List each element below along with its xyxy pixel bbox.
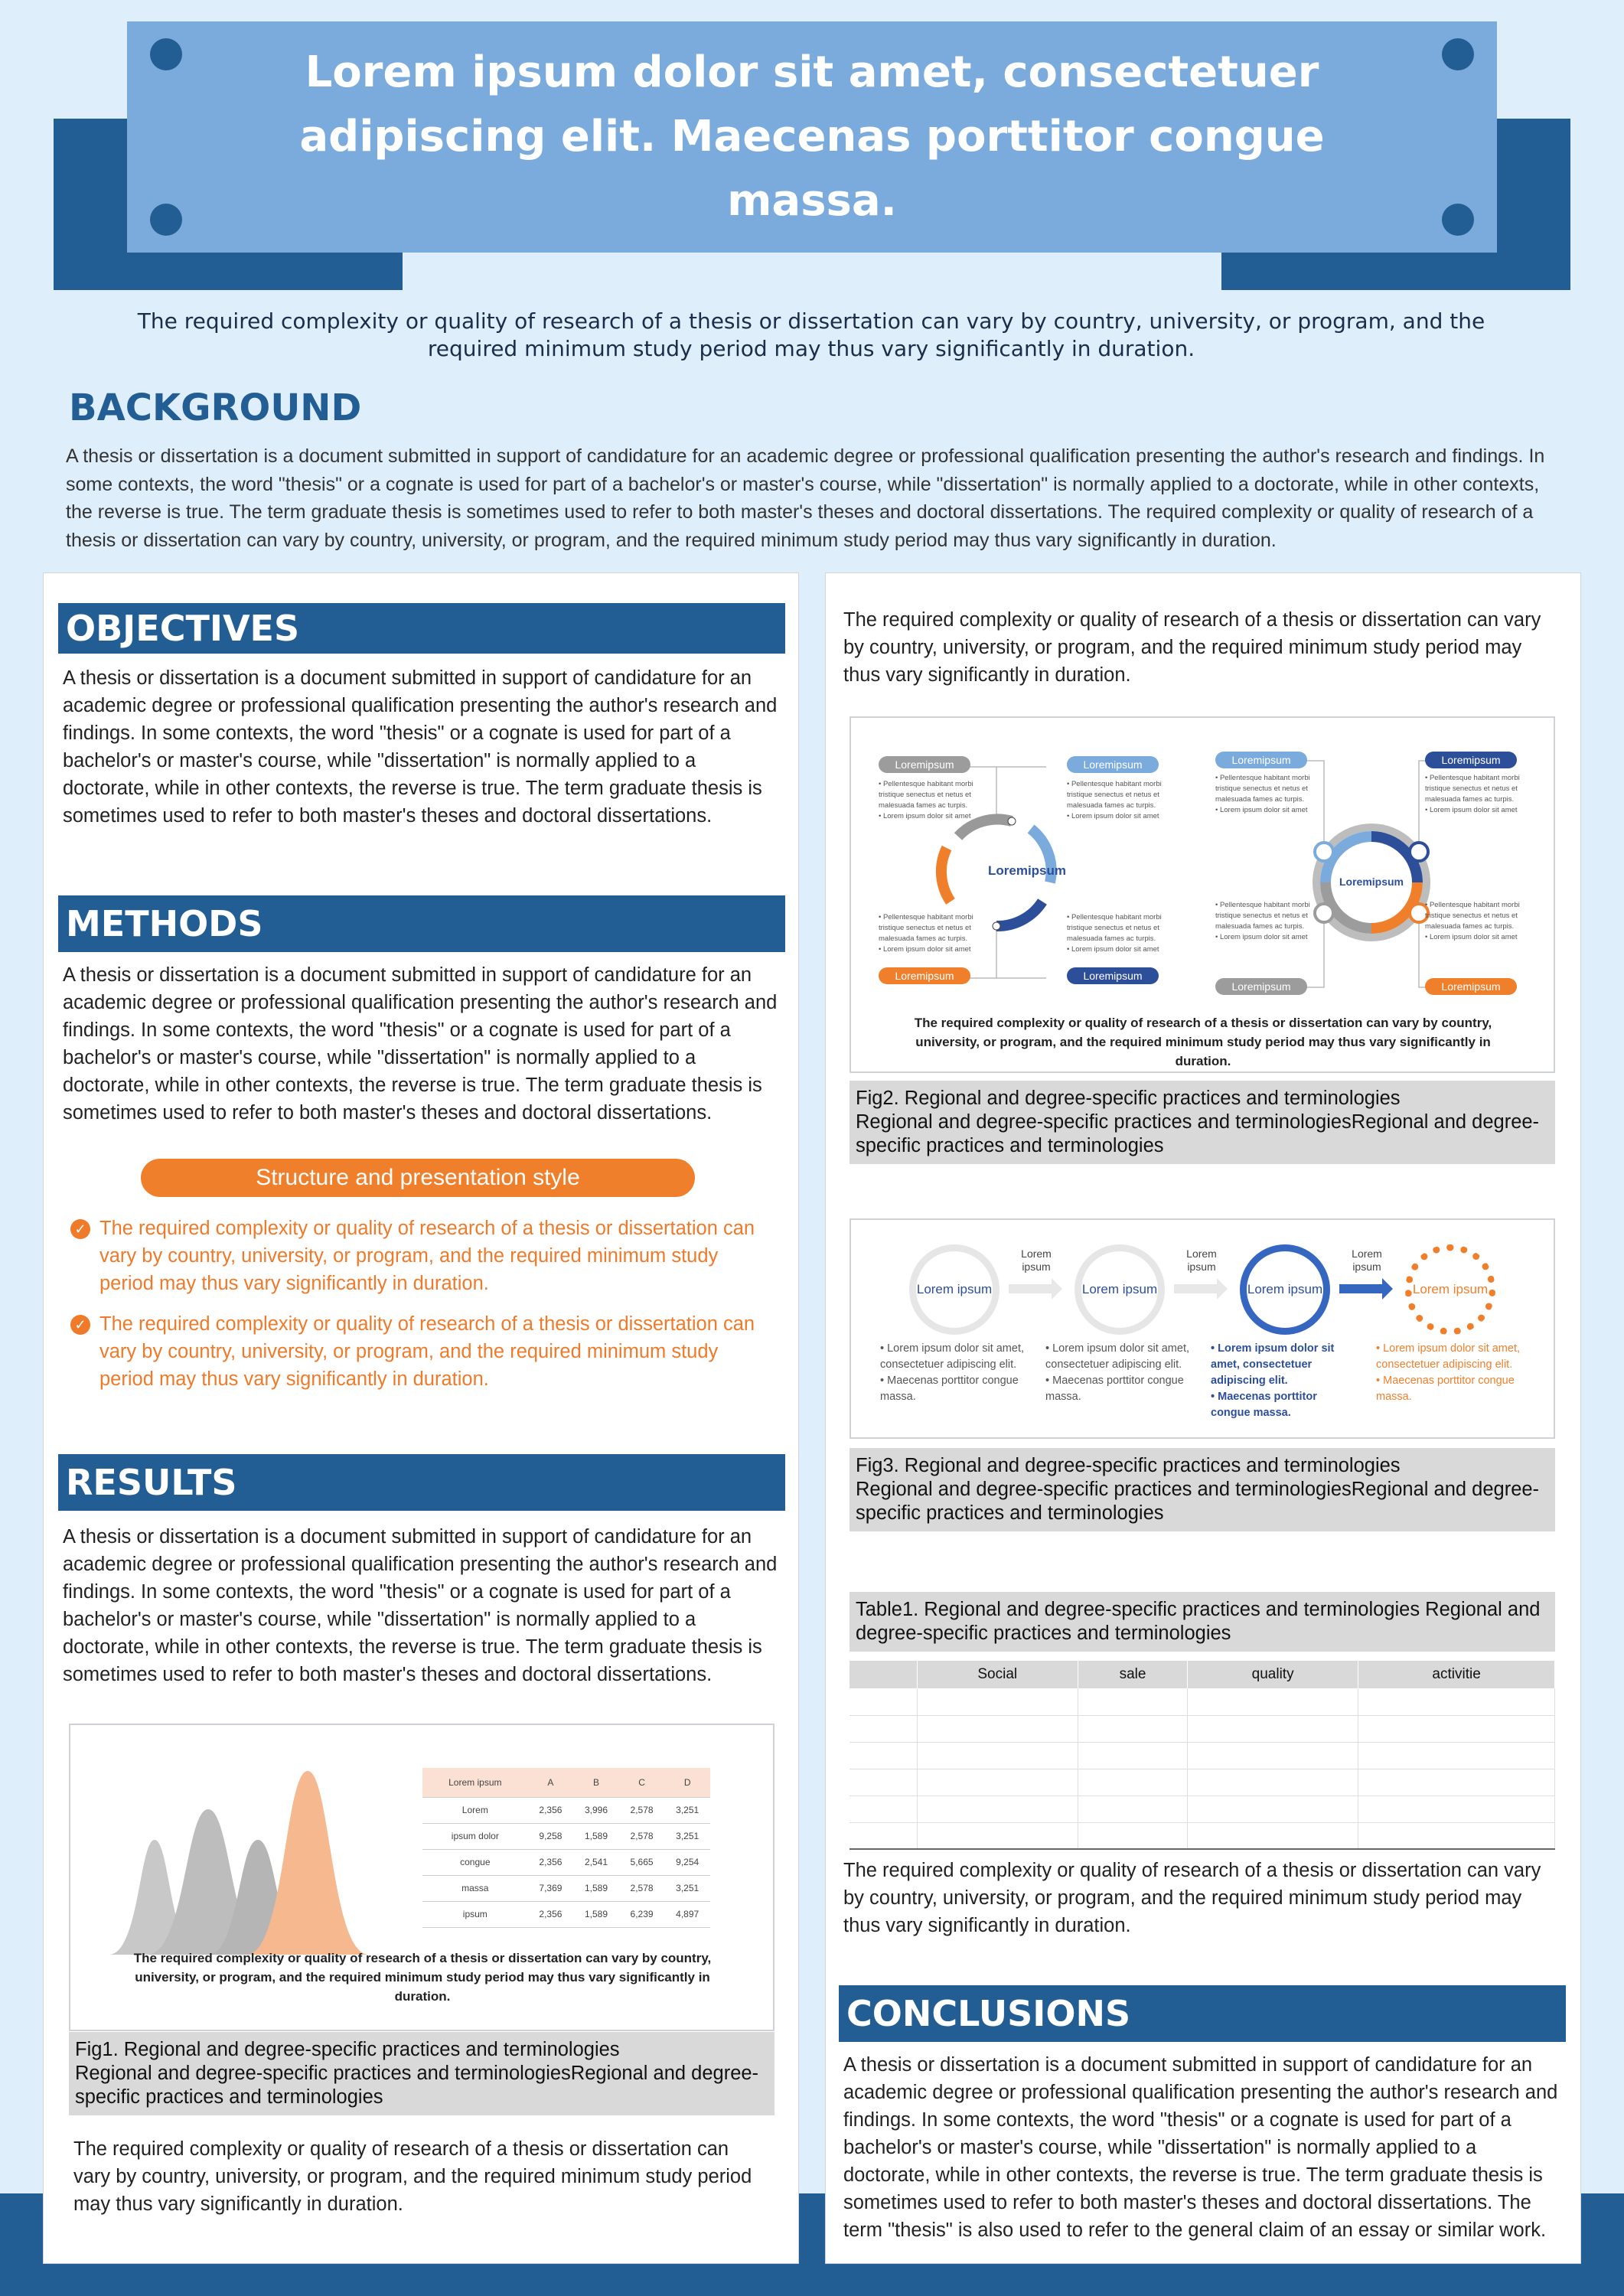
results-after-text: The required complexity or quality of research of a thesis or dissertation can vary by country, university, or program, and the required minimum study period may thus vary significantly in duration. [73,2138,752,2215]
objectives-text: A thesis or dissertation is a document submitted in support of candidature for an academic degree or professional qualification presenting the author's research and findings. In some contexts, the word "thesis" or a cognate is used for part of a bachelor's or master's course, while "dissertation" is normally applied to a doctorate, while in other contexts, the reverse is true. The term graduate thesis is sometimes used to refer to both master's theses and doctoral dissertations. [63,667,778,827]
results-text: A thesis or dissertation is a document submitted in support of candidature for an academic degree or professional qualification presenting the author's research and findings. In some contexts, the word "thesis" or a cognate is used for part of a bachelor's or master's course, while "dissertation" is normally applied to a doctorate, while in other contexts, the reverse is true. The term graduate thesis is sometimes used to refer to both master's theses and doctoral dissertations. [63,1526,778,1685]
table-row: ipsum dolor 9,258 1,589 2,578 3,251 [422,1823,710,1849]
arrow-icon [1009,1278,1062,1300]
methods-heading: METHODS [58,895,785,952]
table-row [850,1742,1555,1769]
structure-pill: Structure and presentation style [141,1159,695,1197]
fig1-small-caption: The required complexity or quality of research of a thesis or dissertation can vary by country, university, or program, and the required minimum study period may thus vary significantly in duration. [133,1951,712,2004]
table1-caption: Table1. Regional and degree-specific practices and terminologies Regional and degree-specific practices and terminologies [850,1592,1555,1652]
pill-label: Loremipsum [879,756,970,773]
table-header [850,1661,917,1688]
pin-icon [1442,204,1474,236]
bullet-list: • Pellentesque habitant morbi tristique senectus et netus et malesuada fames ac turpis. • Lorem ipsum dolor sit amet [879,912,993,955]
fig2-caption: Fig2. Regional and degree-specific practices and terminologies Regional and degree-specific practices and terminologiesRegional and degree-specific practices and terminologies [850,1081,1555,1164]
step-arrow-label: Lorem ipsum [1352,1247,1382,1273]
fig1-table [422,1768,710,1928]
bullet-list: • Pellentesque habitant morbi tristique senectus et netus et malesuada fames ac turpis. • Lorem ipsum dolor sit amet [1215,773,1330,816]
pin-icon [150,204,182,236]
check-text: The required complexity or quality of research of a thesis or dissertation can vary by country, university, or program, and the required minimum study period may thus vary significantly in duration. [99,1313,755,1390]
background-text: A thesis or dissertation is a document submitted in support of candidature for an academic degree or professional qualification presenting the author's research and findings. In some contexts, the word "thesis" or a cognate is used for part of a bachelor's or master's course, while "dissertation" is normally applied to a doctorate, while in other contexts, the reverse is true. The term graduate thesis is sometimes used to refer to both master's theses and doctoral dissertations. The required complexity or quality of research of a thesis or dissertation can vary by country, university, or program, and the required minimum study period may thus vary significantly in duration. [66,445,1545,551]
table-row: ipsum 2,356 1,589 6,239 4,897 [422,1901,710,1927]
fig1-box [69,1724,774,2031]
table-header: C [619,1768,665,1797]
pill-label: Loremipsum [1425,978,1517,995]
table-row [850,1715,1555,1742]
check-item [70,1310,774,1393]
bullet-list: • Pellentesque habitant morbi tristique senectus et netus et malesuada fames ac turpis. • Lorem ipsum dolor sit amet [1067,912,1182,955]
bullet-list: • Pellentesque habitant morbi tristique senectus et netus et malesuada fames ac turpis. • Lorem ipsum dolor sit amet [1067,779,1182,822]
conclusions-heading: CONCLUSIONS [839,1985,1566,2042]
fig2-box [850,716,1555,1073]
table-header: activitie [1358,1661,1555,1688]
results-heading: RESULTS [58,1454,785,1511]
check-icon: ✓ [70,1315,90,1335]
table-header: Lorem ipsum [422,1768,528,1797]
fig1-caption: Fig1. Regional and degree-specific practices and terminologies Regional and degree-specific practices and terminologiesRegional and degree-specific practices and terminologies [69,2032,774,2115]
step-bullets: • Lorem ipsum dolor sit amet, consectetuer adipiscing elit. • Maecenas porttitor congue massa. [1045,1341,1191,1405]
step-arrows [851,1275,1540,1306]
table-row [850,1688,1555,1715]
objectives-heading: OBJECTIVES [58,603,785,654]
fig1-bell-curves [109,1756,430,1962]
step-ring: Lorem ipsum [1405,1244,1495,1335]
step-ring: Lorem ipsum [909,1244,1000,1335]
step-arrow-label: Lorem ipsum [1021,1247,1052,1273]
table-row: Lorem 2,356 3,996 2,578 3,251 [422,1797,710,1823]
check-item [70,1215,774,1297]
table-row [850,1822,1555,1849]
table-header: D [664,1768,710,1797]
fig2-small-caption: The required complexity or quality of research of a thesis or dissertation can vary by country, university, or program, and the required minimum study period may thus vary significantly in duration. [914,1016,1492,1068]
background-heading: BACKGROUND [69,386,362,429]
table-header: B [573,1768,619,1797]
table-header: A [528,1768,574,1797]
table-row [850,1769,1555,1795]
poster-subtitle: The required complexity or quality of research of a thesis or dissertation can vary by country, university, or program, and the required minimum study period may thus vary significantly in duration. [137,308,1485,361]
step-bullets: • Lorem ipsum dolor sit amet, consectetuer adipiscing elit. • Maecenas porttitor congue massa. [1376,1341,1521,1405]
pill-label: Loremipsum [879,967,970,984]
bullet-list: • Pellentesque habitant morbi tristique senectus et netus et malesuada fames ac turpis. • Lorem ipsum dolor sit amet [1425,773,1540,816]
methods-text: A thesis or dissertation is a document submitted in support of candidature for an academic degree or professional qualification presenting the author's research and findings. In some contexts, the word "thesis" or a cognate is used for part of a bachelor's or master's course, while "dissertation" is normally applied to a doctorate, while in other contexts, the reverse is true. The term graduate thesis is sometimes used to refer to both master's theses and doctoral dissertations. [63,964,778,1124]
pill-label: Loremipsum [1067,967,1159,984]
pill-label: Loremipsum [1215,752,1307,768]
poster-title: Lorem ipsum dolor sit amet, consectetuer adipiscing elit. Maecenas porttitor congue massa. [299,47,1325,226]
cycle-arrow [996,902,1042,926]
step-bullets: • Lorem ipsum dolor sit amet, consectetuer adipiscing elit. • Maecenas porttitor congue massa. [880,1341,1026,1405]
bullet-list: • Pellentesque habitant morbi tristique senectus et netus et malesuada fames ac turpis. • Lorem ipsum dolor sit amet [1425,900,1540,943]
check-text: The required complexity or quality of research of a thesis or dissertation can vary by country, university, or program, and the required minimum study period may thus vary significantly in duration. [99,1218,755,1294]
cycle-center-label: Loremipsum [987,863,1067,878]
pill-label: Loremipsum [1215,978,1307,995]
conclusions-text: A thesis or dissertation is a document submitted in support of candidature for an academic degree or professional qualification presenting the author's research and findings. In some contexts, the word "thesis" or a cognate is used for part of a bachelor's or master's course, while "dissertation" is normally applied to a doctorate, while in other contexts, the reverse is true. The term graduate thesis is sometimes used to refer to both master's theses and doctoral dissertations. The term "thesis" is also used to refer to the general claim of an essay or similar work. [843,2054,1558,2241]
title-banner [127,21,1497,253]
step-ring: Lorem ipsum [1240,1244,1330,1335]
table1-after-text: The required complexity or quality of research of a thesis or dissertation can vary by country, university, or program, and the required minimum study period may thus vary significantly in duration. [843,1860,1541,1936]
table-header: Social [917,1661,1078,1688]
bullet-list: • Pellentesque habitant morbi tristique senectus et netus et malesuada fames ac turpis. • Lorem ipsum dolor sit amet [879,779,993,822]
table1 [850,1661,1555,1850]
fig3-caption: Fig3. Regional and degree-specific practices and terminologies Regional and degree-specific practices and terminologiesRegional and degree-specific practices and terminologies [850,1448,1555,1531]
step-bullets: • Lorem ipsum dolor sit amet, consectetuer adipiscing elit. • Maecenas porttitor congue massa. [1211,1341,1356,1421]
arrow-icon [1174,1278,1228,1300]
right-intro-text: The required complexity or quality of research of a thesis or dissertation can vary by country, university, or program, and the required minimum study period may thus vary significantly in duration. [843,609,1541,686]
check-icon: ✓ [70,1219,90,1239]
pill-label: Loremipsum [1067,756,1159,773]
step-ring: Lorem ipsum [1075,1244,1165,1335]
pin-icon [1442,38,1474,70]
step-arrow-label: Lorem ipsum [1186,1247,1217,1273]
bullet-list: • Pellentesque habitant morbi tristique senectus et netus et malesuada fames ac turpis. • Lorem ipsum dolor sit amet [1215,900,1330,943]
cycle-arrow [941,848,951,902]
table-row: massa 7,369 1,589 2,578 3,251 [422,1875,710,1901]
table-row [850,1795,1555,1822]
table-header: quality [1188,1661,1358,1688]
table-row: congue 2,356 2,541 5,665 9,254 [422,1849,710,1875]
pill-label: Loremipsum [1425,752,1517,768]
fig3-box [850,1218,1555,1439]
ring-center-label: Loremipsum [1339,876,1404,888]
table-header: sale [1078,1661,1187,1688]
arrow-icon [1339,1278,1393,1300]
pin-icon [150,38,182,70]
